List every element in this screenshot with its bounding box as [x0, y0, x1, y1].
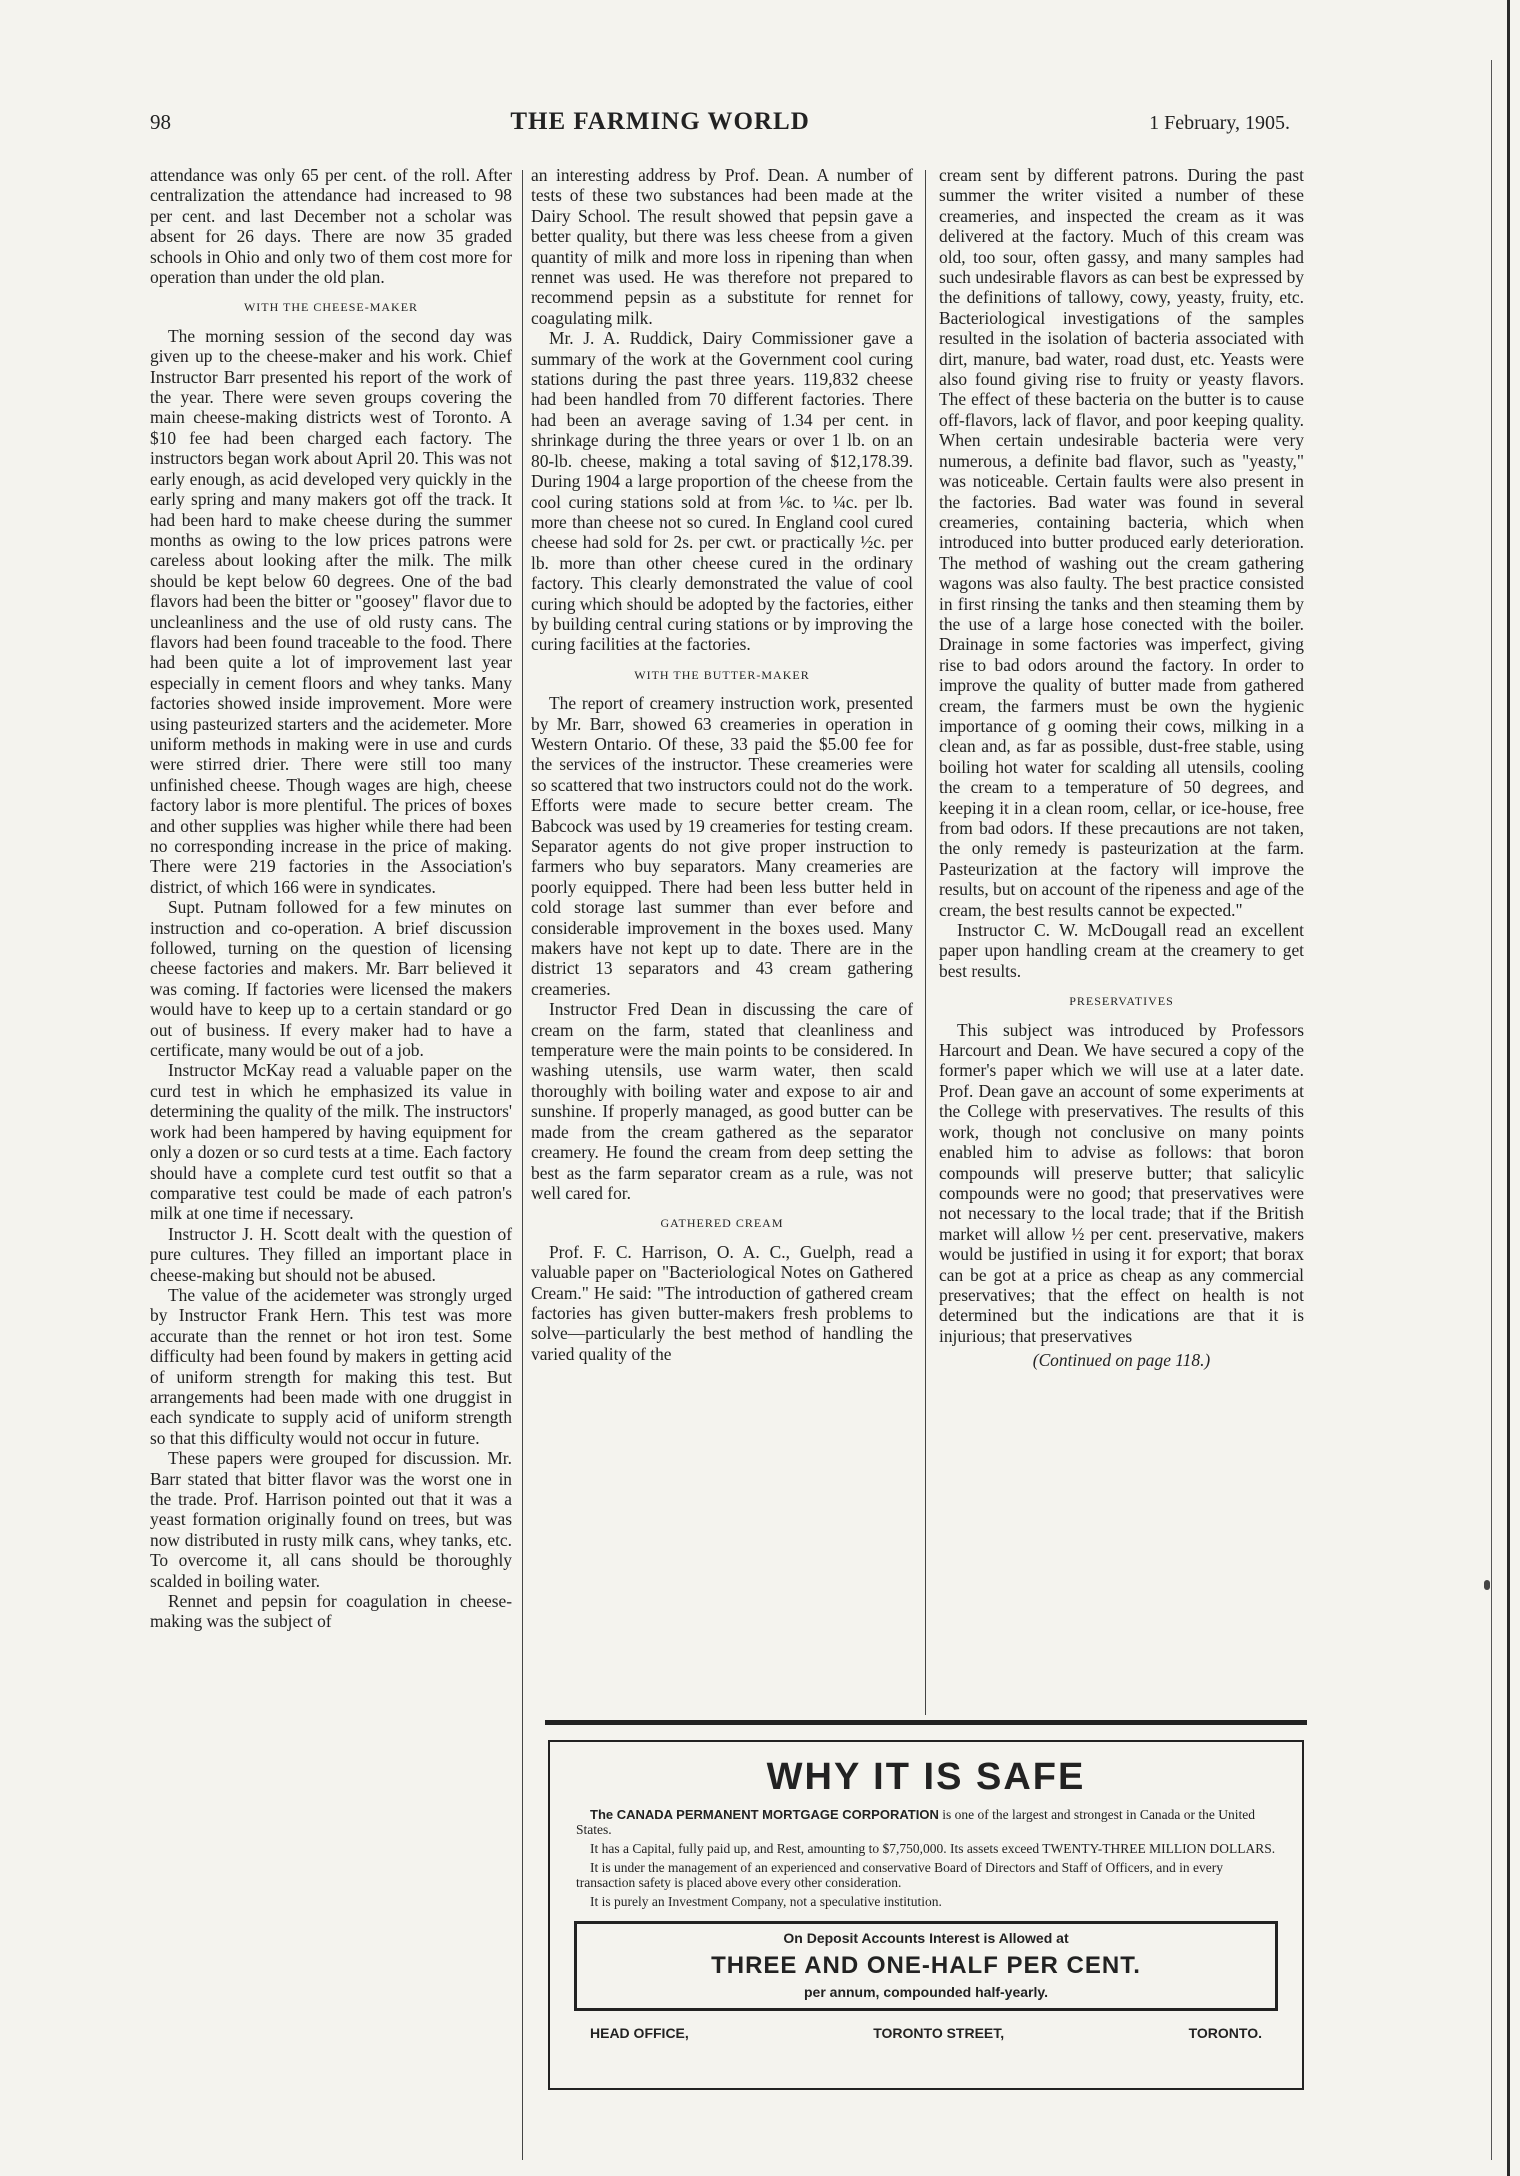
page-edge-shadow	[1491, 60, 1492, 2160]
paragraph: Mr. J. A. Ruddick, Dairy Commissioner gave a summary of the work at the Government cool curing stations during the past three years. 119,832 cheese had been handled from 70 different factories. There had been an average saving of 1.34 per cent. in shrinkage during the three years or over 1 lb. on an 80-lb. cheese, making a total saving of $12,178.39. During 1904 a large proportion of the cheese from the cool curing stations sold at from ⅛c. to ¼c. per lb. more than cheese not so cured. In England cool cured cheese had sold for 2s. per cwt. or practically ½c. per lb. more than other cheese cured in the ordinary factory. This clearly demonstrated the value of cool curing which should be adopted by the factories, either by building central curing stations or by improving the curing facilities at the factories.	[531, 328, 913, 655]
ad-line: It is under the management of an experienced and conservative Board of Directors and Staff of Officers, and in every transaction safety is placed above every other consideration.	[576, 1860, 1224, 1890]
section-heading: WITH THE CHEESE-MAKER	[243, 300, 419, 315]
section-heading: WITH THE BUTTER-MAKER	[634, 667, 810, 682]
paragraph: Instructor McKay read a valuable paper on the curd test in which he emphasized its value in determining the quality of the milk. The instructors' work had been hampered by having equipment for only a dozen or so curd tests at a time. Each factory should have a complete curd test outfit so that a comparative test could be made of each patron's milk at one time if necessary.	[150, 1060, 512, 1224]
paragraph: Rennet and pepsin for coagulation in cheese-making was the subject of	[150, 1591, 512, 1632]
paragraph: an interesting address by Prof. Dean. A number of tests of these two substances had been made at the Dairy School. The result showed that pepsin gave a better quality, but there was less cheese from a given quantity of milk and more loss in ripening than when rennet was used. He was therefore not prepared to recommend pepsin as a substitute for rennet for coagulating milk.	[531, 165, 913, 328]
ad-footer-right: TORONTO.	[1188, 2025, 1262, 2041]
paragraph: Instructor C. W. McDougall read an excellent paper upon handling cream at the creamery to get best results.	[939, 920, 1304, 981]
ad-footer	[590, 2025, 1262, 2041]
deposit-rate: THREE AND ONE-HALF PER CENT.	[711, 1952, 1141, 1979]
deposit-line: On Deposit Accounts Interest is Allowed at	[783, 1930, 1069, 1946]
column-rule	[522, 170, 523, 2160]
paragraph: Prof. F. C. Harrison, O. A. C., Guelph, read a valuable paper on "Bacteriological Notes on Gathered Cream." He said: "The introduction of gathered cream factories has given butter-makers fresh problems to solve—particularly the best method of handling the varied quality of the	[531, 1241, 913, 1364]
paragraph: The value of the acidemeter was strongly urged by Instructor Frank Hern. This test was more accurate than the rennet or hot iron test. Some difficulty had been found by makers in getting acid of uniform strength for making this test. But arrangements had been made with one druggist in each syndicate to supply acid of uniform strength so that this difficulty would not occur in future.	[150, 1284, 512, 1448]
page-edge	[1507, 0, 1510, 2176]
page-number: 98	[150, 110, 171, 134]
article-column-3	[939, 165, 1304, 1371]
ad-line	[576, 1807, 1276, 1837]
issue-date: 1 February, 1905.	[1149, 112, 1290, 134]
page-header	[150, 108, 1290, 144]
column-rule	[925, 170, 926, 1715]
ad-company-name: The CANADA PERMANENT MORTGAGE CORPORATION	[590, 1807, 939, 1822]
advertisement-rule	[545, 1720, 1307, 1725]
paragraph: These papers were grouped for discussion. Mr. Barr stated that bitter flavor was the worst one in the trade. Prof. Harrison pointed out that it was a yeast formation originally found on trees, but was now distributed in rusty milk cans, whey tanks, etc. To overcome it, all cans should be thoroughly scalded in boiling water.	[150, 1448, 512, 1591]
ad-line: It has a Capital, fully paid up, and Rest, amounting to $7,750,000. Its assets exceed TWENTY-THREE MILLION DOLLARS.	[590, 1841, 1276, 1856]
paragraph: Instructor J. H. Scott dealt with the question of pure cultures. They filled an important place in cheese-making but should not be abused.	[150, 1223, 512, 1285]
ad-line: It is purely an Investment Company, not a speculative institution.	[590, 1894, 942, 1909]
continuation-note: (Continued on page 118.)	[1032, 1350, 1211, 1371]
paragraph: The report of creamery instruction work, presented by Mr. Barr, showed 63 creameries in operation in Western Ontario. Of these, 33 paid the $5.00 fee for the services of the instructor. These creameries were so scattered that two instructors could not do the work. Efforts were made to secure better cream. The Babcock was used by 19 creameries for testing cream. Separator agents do not give proper instruction to farmers who buy separators. Many creameries are poorly equipped. There had been less butter held in cold storage last summer than ever before and considerable improvement in the boxes used. Many makers have not kept up to date. There are in the district 13 separators and 43 cream gathering creameries.	[531, 693, 913, 999]
article-column-2	[531, 165, 913, 1364]
advertisement-box	[548, 1740, 1304, 2090]
binding-mark	[1484, 1580, 1490, 1590]
section-heading: GATHERED CREAM	[660, 1216, 784, 1231]
ad-footer-mid: TORONTO STREET,	[873, 2025, 1005, 2041]
deposit-rate-box	[574, 1921, 1278, 2011]
ad-line-text: is one of the largest and strongest in Canada or the United States.	[576, 1807, 1256, 1837]
article-column-1	[150, 165, 512, 1632]
paragraph: attendance was only 65 per cent. of the roll. After centralization the attendance had increased to 98 per cent. and last December not a scholar was absent for 26 days. There are now 35 graded schools in Ohio and only two of them cost more for operation than under the old plan.	[150, 165, 512, 288]
paragraph: The morning session of the second day was given up to the cheese-maker and his work. Chief Instructor Barr presented his report of the work of the year. There were seven groups covering the main cheese-making districts west of Toronto. A $10 fee had been charged each factory. The instructors began work about April 20. This was not early enough, as acid developed very quickly in the early spring and many makers got off the track. It had been hard to make cheese during the summer months as owing to the low prices patrons were careless about looking after the milk. The milk should be kept below 60 degrees. One of the bad flavors had been the bitter or "goosey" flavor due to uncleanliness and the use of old rusty cans. The flavors had been found traceable to the food. There had been quite a lot of improvement last year especially in cement floors and whey tanks. Many factories showed inside improvement. More were using pasteurized starters and the acidemeter. More uniform methods in making were in use and curds were stirred drier. There were still too many unfinished cheese. Though wages are high, cheese factory labor is more plentiful. The prices of boxes and other supplies was higher while there had been no corresponding increase in the price of making. There were 219 factories in the Association's district, of which 166 were in syndicates.	[150, 325, 512, 897]
paragraph: This subject was introduced by Professors Harcourt and Dean. We have secured a copy of the former's paper which we will use at a later date. Prof. Dean gave an account of some experiments at the College with preservatives. The results of this work, though not conclusive on many points enabled him to advise as follows: that boron compounds will preserve butter; that salicylic compounds were no good; that preservatives were not necessary to the local trade; that if the British market will allow ½ per cent. preservative, makers would be justified in using it for export; that borax can be got at a price as cheap as any commercial preservatives; that the effect on health is not determined but the indications are that it is injurious; that preservatives	[939, 1019, 1304, 1346]
ad-headline: WHY IT IS SAFE	[766, 1756, 1086, 1798]
section-heading: PRESERVATIVES	[1069, 994, 1174, 1009]
ad-body	[576, 1807, 1276, 1909]
ad-footer-left: HEAD OFFICE,	[590, 2025, 689, 2041]
publication-title: THE FARMING WORLD	[510, 108, 810, 135]
deposit-line: per annum, compounded half-yearly.	[803, 1984, 1048, 2000]
paragraph: cream sent by different patrons. During the past summer the writer visited a number of these creameries, and inspected the cream as it was delivered at the factory. Much of this cream was old, too sour, often gassy, and many samples had such undesirable flavors as can best be expressed by the definitions of tallowy, cowy, yeasty, fruity, etc. Bacteriological investigations of the samples resulted in the isolation of bacteria associated with dirt, manure, bad water, road dust, etc. Yeasts were also found giving rise to fruity or yeasty flavors. The effect of these bacteria on the butter is to cause off-flavors, lack of flavor, and poor keeping quality. When certain undesirable bacteria were very numerous, a definite bad flavor, such as "yeasty," was noticeable. Certain faults were also present in the factories. Bad water was found in several creameries, containing bacteria, which when introduced into butter produced early deterioration. The method of washing out the cream gathering wagons was also faulty. The best practice consisted in first rinsing the tanks and then steaming them by the use of a large hose conected with the boiler. Drainage in some factories was imperfect, giving rise to bad odors around the factory. In order to improve the quality of butter made from gathered cream, the farmers must be own the hygienic importance of g ooming their cows, milking in a clean and, as far as possible, dust-free stable, using boiling hot water for scalding all utensils, cooling the cream to a temperature of 50 degrees, and keeping it in a clean room, cellar, or ice-house, free from bad odors. If these precautions are not taken, the only remedy is pasteurization at the farm. Pasteurization at the factory will improve the results, but on account of the ripeness and age of the cream, the best results cannot be expected."	[939, 165, 1304, 920]
paragraph: Supt. Putnam followed for a few minutes on instruction and co-operation. A brief discussion followed, turning on the question of licensing cheese factories and makers. Mr. Barr believed it was coming. If factories were licensed the makers would have to keep up to a certain standard or go out of business. If every maker had to have a certificate, many would be out of a job.	[150, 897, 512, 1061]
paragraph: Instructor Fred Dean in discussing the care of cream on the farm, stated that cleanliness and temperature were the main points to be considered. In washing utensils, use warm water, then scald thoroughly with boiling water and expose to air and sunshine. If properly managed, as good butter can be made from the cream gathered as the separator creamery. He found the cream from deep setting the best as the farm separator cream as a rule, was not well cared for.	[531, 999, 913, 1203]
